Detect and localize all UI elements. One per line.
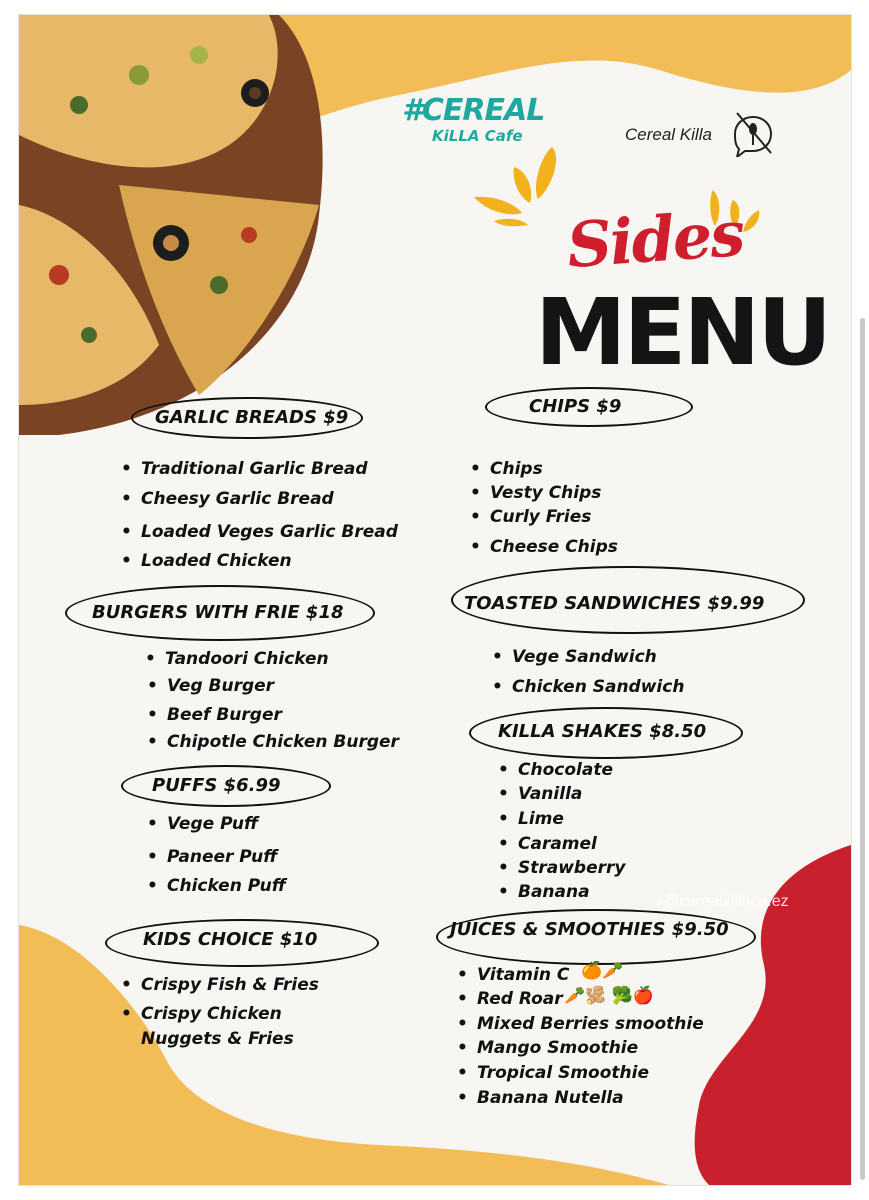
list-item: • Loaded Chicken: [141, 551, 292, 571]
list-item: • Beef Burger: [167, 705, 282, 725]
kids-heading: KIDS CHOICE $10: [143, 929, 318, 950]
list-item: • Tropical Smoothie: [477, 1063, 649, 1083]
list-item: • Banana: [518, 882, 590, 902]
fruit-icons-vitamin-c: 🍊🥕: [581, 961, 624, 981]
brand-name: Cereal Killa: [625, 125, 712, 144]
splash-left: [474, 147, 574, 227]
puffs-heading: PUFFS $6.99: [152, 775, 281, 796]
list-item: • Vitamin C: [477, 965, 569, 985]
scrollbar[interactable]: [860, 318, 865, 1180]
cereal-killa-logo: [402, 93, 545, 155]
logo-line1: #CEREAL: [402, 93, 545, 128]
toasted-heading: TOASTED SANDWICHES $9.99: [464, 593, 765, 614]
list-item: Nuggets & Fries: [141, 1029, 294, 1049]
pizza-image: [19, 15, 329, 445]
list-item: • Red Roar: [477, 989, 563, 1009]
menu-page: [18, 14, 852, 1186]
list-item: • Vanilla: [518, 784, 582, 804]
list-item: • Crispy Chicken: [141, 1004, 282, 1024]
list-item: • Strawberry: [518, 858, 625, 878]
sides-title: Sides: [564, 196, 746, 283]
list-item: • Mango Smoothie: [477, 1038, 638, 1058]
chips-heading: CHIPS $9: [529, 396, 622, 417]
list-item: • Vege Puff: [167, 814, 258, 834]
list-item: • Chipotle Chicken Burger: [167, 732, 399, 752]
list-item: • Veg Burger: [167, 676, 274, 696]
list-item: • Chicken Sandwich: [512, 677, 684, 697]
list-item: • Lime: [518, 809, 564, 829]
burgers-heading: BURGERS WITH FRIE $18: [92, 602, 344, 623]
list-item: • Chips: [490, 459, 543, 479]
menu-title: MENU: [535, 279, 830, 386]
shakes-heading: KILLA SHAKES $8.50: [498, 721, 707, 742]
juices-heading: JUICES & SMOOTHIES $9.50: [450, 919, 729, 940]
tiktok-watermark: ♪@cerealkillacafez: [655, 893, 789, 910]
fork-spoon-icon: [731, 111, 775, 157]
garlic-breads-heading: GARLIC BREADS $9: [155, 407, 349, 428]
list-item: • Cheese Chips: [490, 537, 618, 557]
list-item: • Banana Nutella: [477, 1088, 624, 1108]
list-item: • Traditional Garlic Bread: [141, 459, 368, 479]
vegetable-icons-red-roar: 🥕🫚 🥦🍎: [564, 986, 655, 1006]
list-item: • Chocolate: [518, 760, 613, 780]
list-item: • Vege Sandwich: [512, 647, 657, 667]
list-item: • Caramel: [518, 834, 597, 854]
logo-line2: KiLLA Cafe: [432, 127, 523, 145]
list-item: • Loaded Veges Garlic Bread: [141, 522, 398, 542]
list-item: • Cheesy Garlic Bread: [141, 489, 334, 509]
list-item: • Mixed Berries smoothie: [477, 1014, 704, 1034]
list-item: • Crispy Fish & Fries: [141, 975, 319, 995]
list-item: • Tandoori Chicken: [165, 649, 329, 669]
list-item: • Paneer Puff: [167, 847, 277, 867]
list-item: • Curly Fries: [490, 507, 591, 527]
list-item: • Vesty Chips: [490, 483, 601, 503]
list-item: • Chicken Puff: [167, 876, 286, 896]
